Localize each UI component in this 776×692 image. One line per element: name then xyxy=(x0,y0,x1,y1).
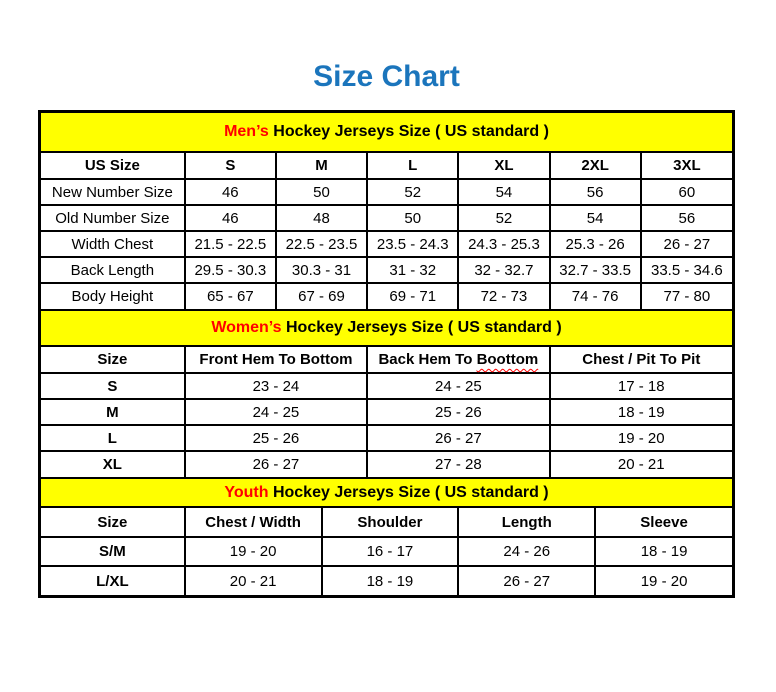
cell: 31 - 32 xyxy=(367,257,458,283)
womens-section-header xyxy=(41,309,732,347)
mens-table xyxy=(41,153,732,309)
column-header: Front Hem To Bottom xyxy=(185,347,367,373)
row-label: XL xyxy=(41,451,185,477)
column-header: M xyxy=(276,153,367,179)
womens-header-text: Hockey Jerseys Size ( US standard ) xyxy=(281,319,562,336)
table-row xyxy=(41,566,732,595)
table-row xyxy=(41,179,732,205)
cell: 26 - 27 xyxy=(185,451,367,477)
cell: 18 - 19 xyxy=(322,566,459,595)
cell: 74 - 76 xyxy=(550,283,641,309)
youth-section-header xyxy=(41,477,732,508)
row-label: New Number Size xyxy=(41,179,185,205)
row-label: Width Chest xyxy=(41,231,185,257)
column-header: Chest / Pit To Pit xyxy=(550,347,732,373)
cell: 50 xyxy=(276,179,367,205)
table-row xyxy=(41,257,732,283)
cell: 21.5 - 22.5 xyxy=(185,231,276,257)
cell: 52 xyxy=(458,205,549,231)
mens-header-text: Hockey Jerseys Size ( US standard ) xyxy=(268,123,549,140)
cell: 16 - 17 xyxy=(322,537,459,566)
table-row xyxy=(41,537,732,566)
header-row xyxy=(41,347,732,373)
cell: 56 xyxy=(641,205,732,231)
cell: 24.3 - 25.3 xyxy=(458,231,549,257)
cell: 23 - 24 xyxy=(185,373,367,399)
cell: 77 - 80 xyxy=(641,283,732,309)
misspelled-word: Boottom xyxy=(476,351,539,368)
column-header: 2XL xyxy=(550,153,641,179)
column-header: L xyxy=(367,153,458,179)
table-row xyxy=(41,205,732,231)
page-title: Size Chart xyxy=(313,60,460,93)
cell: 24 - 25 xyxy=(367,373,549,399)
cell: 18 - 19 xyxy=(595,537,732,566)
table-row xyxy=(41,283,732,309)
column-header: S xyxy=(185,153,276,179)
cell: 33.5 - 34.6 xyxy=(641,257,732,283)
cell: 46 xyxy=(185,205,276,231)
cell: 25 - 26 xyxy=(185,425,367,451)
column-header: Size xyxy=(41,508,185,537)
row-label: Body Height xyxy=(41,283,185,309)
column-header: Length xyxy=(458,508,595,537)
cell: 19 - 20 xyxy=(185,537,322,566)
cell: 23.5 - 24.3 xyxy=(367,231,458,257)
table-row xyxy=(41,399,732,425)
cell: 32.7 - 33.5 xyxy=(550,257,641,283)
cell: 20 - 21 xyxy=(185,566,322,595)
cell: 25.3 - 26 xyxy=(550,231,641,257)
cell: 50 xyxy=(367,205,458,231)
cell: 30.3 - 31 xyxy=(276,257,367,283)
cell: 54 xyxy=(458,179,549,205)
header-row xyxy=(41,153,732,179)
cell: 54 xyxy=(550,205,641,231)
cell: 26 - 27 xyxy=(367,425,549,451)
table-row xyxy=(41,425,732,451)
youth-accent-label: Youth xyxy=(224,484,269,501)
cell: 18 - 19 xyxy=(550,399,732,425)
column-header: Back Hem To Boottom xyxy=(367,347,549,373)
row-label: M xyxy=(41,399,185,425)
column-header: Size xyxy=(41,347,185,373)
cell: 67 - 69 xyxy=(276,283,367,309)
column-header: 3XL xyxy=(641,153,732,179)
cell: 48 xyxy=(276,205,367,231)
cell: 17 - 18 xyxy=(550,373,732,399)
column-header: Sleeve xyxy=(595,508,732,537)
row-label: L/XL xyxy=(41,566,185,595)
cell: 24 - 25 xyxy=(185,399,367,425)
youth-header-text: Hockey Jerseys Size ( US standard ) xyxy=(268,484,549,501)
cell: 29.5 - 30.3 xyxy=(185,257,276,283)
cell: 26 - 27 xyxy=(458,566,595,595)
cell: 19 - 20 xyxy=(595,566,732,595)
row-label: S xyxy=(41,373,185,399)
cell: 32 - 32.7 xyxy=(458,257,549,283)
table-row xyxy=(41,451,732,477)
column-header: Chest / Width xyxy=(185,508,322,537)
cell: 20 - 21 xyxy=(550,451,732,477)
cell: 46 xyxy=(185,179,276,205)
cell: 72 - 73 xyxy=(458,283,549,309)
cell: 25 - 26 xyxy=(367,399,549,425)
cell: 69 - 71 xyxy=(367,283,458,309)
table-row xyxy=(41,231,732,257)
header-row xyxy=(41,508,732,537)
title-area xyxy=(38,0,735,94)
column-header: US Size xyxy=(41,153,185,179)
size-chart-table xyxy=(38,110,735,598)
cell: 24 - 26 xyxy=(458,537,595,566)
cell: 60 xyxy=(641,179,732,205)
row-label: L xyxy=(41,425,185,451)
cell: 52 xyxy=(367,179,458,205)
mens-accent-label: Men’s xyxy=(224,123,269,140)
womens-table xyxy=(41,347,732,477)
column-header: Shoulder xyxy=(322,508,459,537)
table-row xyxy=(41,373,732,399)
row-label: Old Number Size xyxy=(41,205,185,231)
cell: 19 - 20 xyxy=(550,425,732,451)
womens-accent-label: Women’s xyxy=(211,319,282,336)
cell: 65 - 67 xyxy=(185,283,276,309)
cell: 26 - 27 xyxy=(641,231,732,257)
cell: 22.5 - 23.5 xyxy=(276,231,367,257)
column-header: XL xyxy=(458,153,549,179)
cell: 27 - 28 xyxy=(367,451,549,477)
cell: 56 xyxy=(550,179,641,205)
youth-table xyxy=(41,508,732,595)
row-label: S/M xyxy=(41,537,185,566)
row-label: Back Length xyxy=(41,257,185,283)
mens-section-header xyxy=(41,113,732,153)
